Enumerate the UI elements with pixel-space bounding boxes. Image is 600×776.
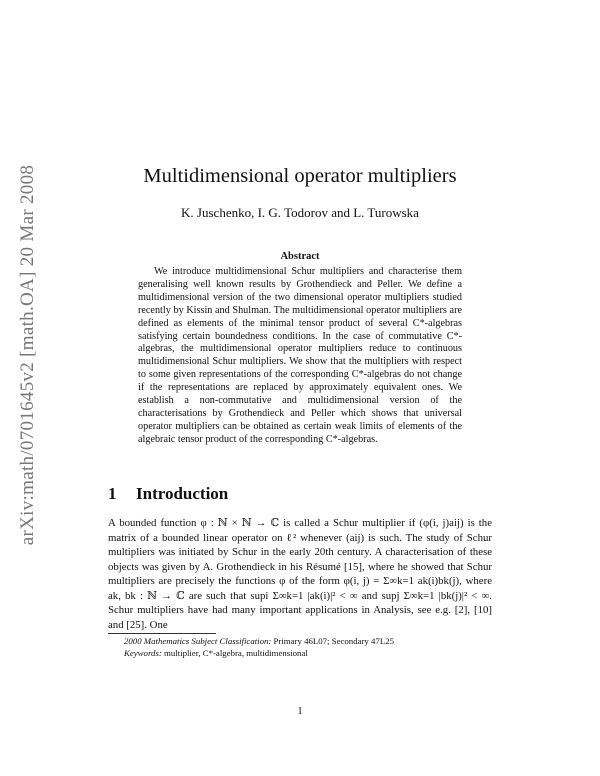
keywords-value: multiplier, C*-algebra, multidimensional xyxy=(161,647,308,658)
msc-footnote xyxy=(124,636,492,648)
msc-label: 2000 Mathematics Subject Classification: xyxy=(124,636,272,646)
paper-title: Multidimensional operator multipliers xyxy=(143,165,457,187)
keywords-label: Keywords: xyxy=(124,647,162,658)
msc-value: Primary 46L07; Secondary 47L25 xyxy=(271,636,394,646)
paper-authors: K. Juschenko, I. G. Todorov and L. Turowska xyxy=(181,205,419,220)
section-heading xyxy=(108,484,228,504)
keywords-footnote xyxy=(124,648,492,660)
introduction-paragraph: A bounded function φ : ℕ × ℕ → ℂ is called a Schur multiplier if (φ(i, j)aij) is the matrix of a bounded linear operator on ℓ² whenever (aij) is such. The study of Schur multipliers was initiated by Schur in the early 20th century. A characterisation of these objects was given by A. Grothendieck in his Résumé [15], where he showed that Schur multipliers are precisely the functions φ of the form φ(i, j) = Σ∞k=1 ak(i)bk(j), where ak, bk : ℕ → ℂ are such that supi Σ∞k=1 |ak(i)|² < ∞ and supj Σ∞k=1 |bk(j)|² < ∞. Schur multipliers have had many important applications in Analysis, see e.g. [2], [10] and [25]. One xyxy=(108,517,492,631)
footnote-rule xyxy=(108,633,216,634)
page-number: 1 xyxy=(297,706,303,717)
abstract-text: We introduce multidimensional Schur multipliers and characterise them generalising well known results by Grothendieck and Peller. We define a multidimensional version of the two dimensional operator multipliers studied recently by Kissin and Shulman. The multidimensional operator multipliers are defined as elements of the minimal tensor product of several C*-algebras satisfying certain boundedness conditions. In the case of commutative C*-algebras, the multidimensional operator multipliers reduce to continuous multidimensional Schur multipliers. We show that the multipliers with respect to some given representations of the corresponding C*-algebras do not change if the representations are replaced by approximately equivalent ones. We establish a non-commutative and multidimensional version of the characterisations by Grothendieck and Peller which shows that universal operator multipliers can be obtained as certain weak limits of elements of the algebraic tensor product of the corresponding C*-algebras. xyxy=(138,266,462,445)
arxiv-identifier: arXiv:math/0701645v2 [math.OA] 20 Mar 2008 xyxy=(17,164,38,546)
section-title: Introduction xyxy=(136,484,229,503)
introduction-body xyxy=(108,516,492,632)
footnotes xyxy=(124,636,492,659)
abstract-heading: Abstract xyxy=(280,251,320,262)
section-number: 1 xyxy=(108,484,117,503)
abstract-body xyxy=(138,266,462,447)
